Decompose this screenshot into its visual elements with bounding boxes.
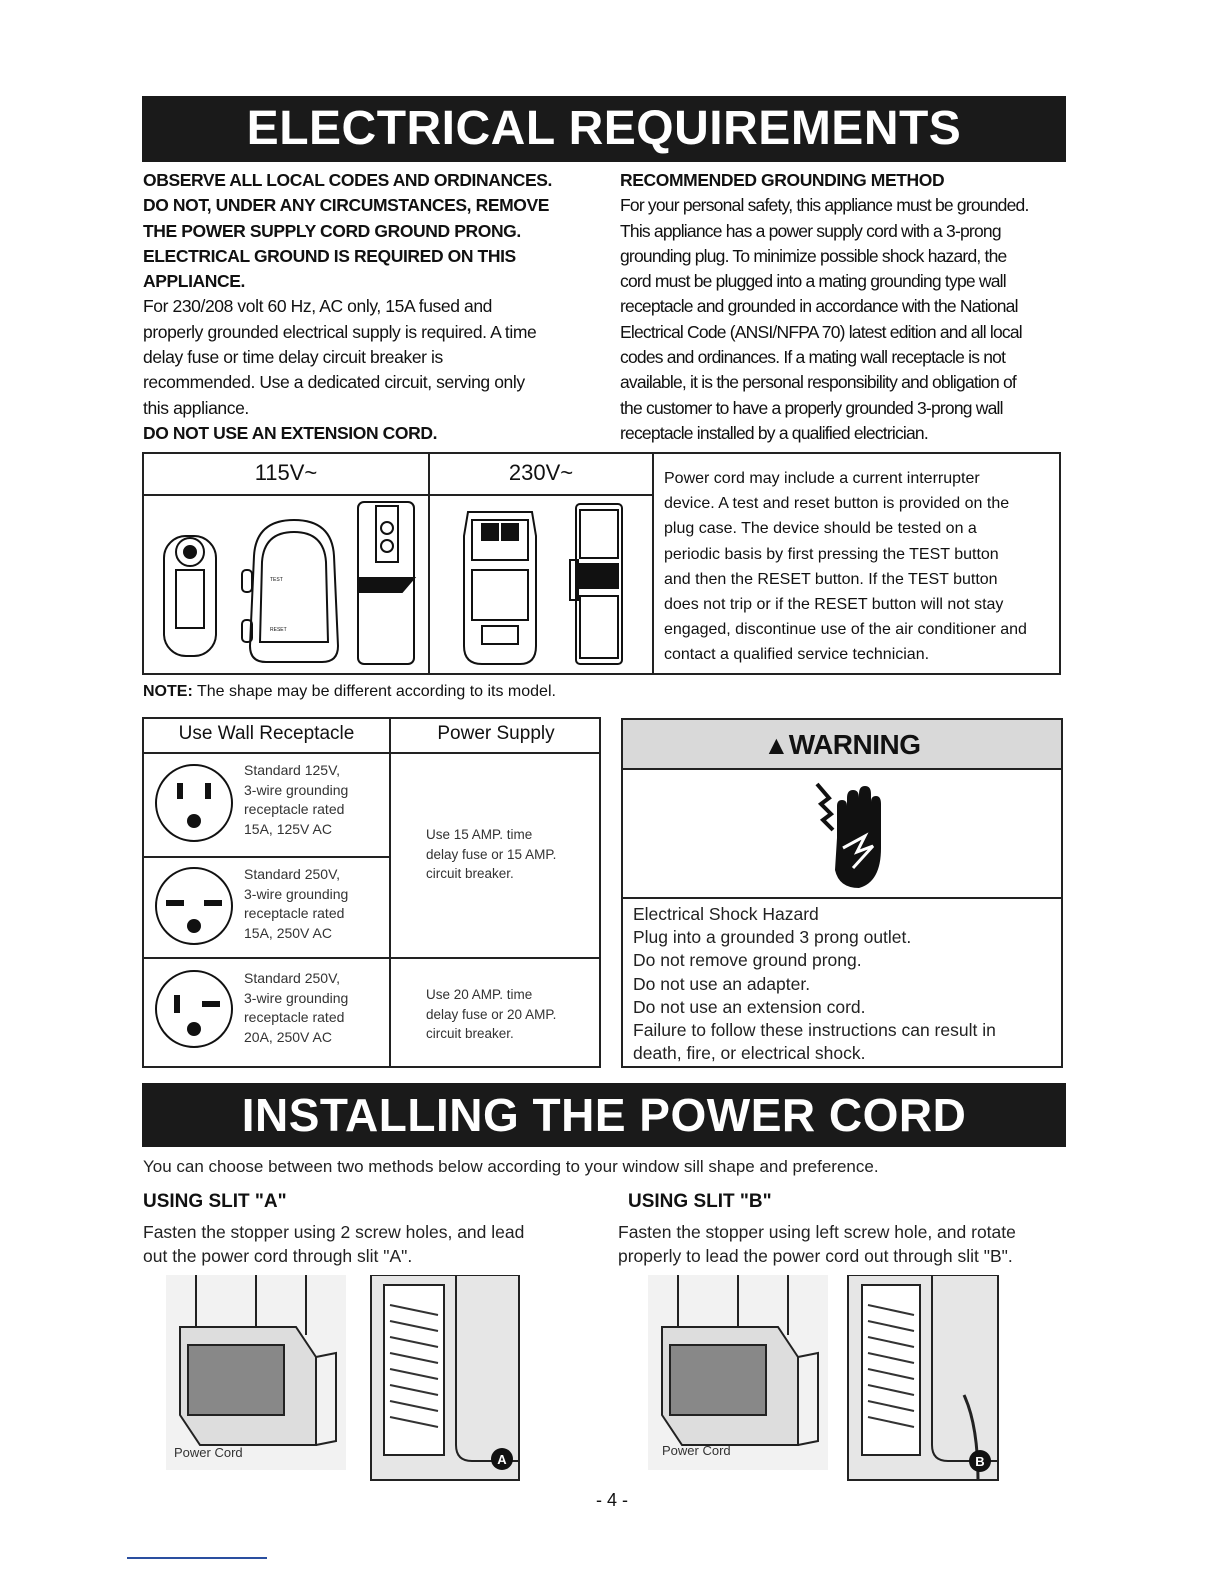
receptacle-desc-250v-20a — [244, 969, 348, 1047]
body-line: grounding plug. To minimize possible shock hazard, the — [620, 245, 1007, 266]
plug-line: engaged, discontinue use of the air conditioner and — [664, 621, 1027, 639]
slit-b-title: USING SLIT "B" — [628, 1191, 772, 1212]
desc-line: 15A, 250V AC — [244, 924, 332, 941]
voltage-230: 230V~ — [508, 460, 574, 485]
electrical-left-column — [143, 168, 603, 446]
body-line: Electrical Code (ANSI/NFPA 70) latest edition and all local — [620, 321, 1022, 342]
plug-line: contact a qualified service technician. — [664, 646, 930, 664]
body-line: delay fuse or time delay circuit breaker is — [143, 347, 443, 368]
desc-line: receptacle rated — [244, 801, 345, 817]
body-line: For your personal safety, this appliance must be grounded. — [620, 195, 1029, 216]
body-line: For 230/208 volt 60 Hz, AC only, 15A fused and — [143, 296, 493, 317]
install-intro: You can choose between two methods below according to your window sill shape and preference. — [143, 1157, 879, 1176]
power-line: delay fuse or 20 AMP. — [426, 1006, 557, 1022]
warning-triangle-icon: ▲ — [763, 730, 789, 760]
desc-line: receptacle rated — [244, 905, 345, 921]
outlet-250v-20a-icon — [152, 967, 236, 1051]
body-line: recommended. Use a dedicated circuit, serving only — [143, 372, 525, 393]
warning-line: death, fire, or electrical shock. — [633, 1043, 866, 1064]
body-line: the customer to have a properly grounded 3-prong wall — [620, 397, 1003, 418]
section-title-electrical: ELECTRICAL REQUIREMENTS — [142, 96, 1066, 162]
warning-box — [621, 718, 1063, 1068]
header-power-supply: Power Supply — [437, 723, 555, 744]
power-cord-label-b: Power Cord — [662, 1443, 731, 1458]
desc-line: Fasten the stopper using 2 screw holes, and lead — [143, 1222, 525, 1242]
bold-line: OBSERVE ALL LOCAL CODES AND ORDINANCES. — [143, 170, 552, 190]
body-line: receptacle and grounded in accordance with the National — [620, 296, 1018, 317]
plug-test-label: TEST — [270, 577, 283, 583]
grounding-method-column — [620, 168, 1068, 446]
header-wall-receptacle: Use Wall Receptacle — [178, 723, 355, 744]
desc-line: properly to lead the power cord out through slit "B". — [618, 1245, 1013, 1266]
bold-line: APPLIANCE. — [143, 271, 245, 292]
desc-line: receptacle rated — [244, 1009, 345, 1025]
bold-line: DO NOT, UNDER ANY CIRCUMSTANCES, REMOVE — [143, 195, 550, 216]
outlet-125v-icon — [152, 761, 236, 845]
voltage-115: 115V~ — [254, 460, 318, 485]
desc-line: 3-wire grounding — [244, 781, 349, 798]
plug-line: Power cord may include a current interrupter — [664, 470, 980, 487]
plug-reset-label: RESET — [270, 627, 287, 633]
plug-line: and then the RESET button. If the TEST button — [664, 570, 998, 588]
note-text: The shape may be different according to its model. — [192, 683, 556, 700]
footer-rule — [127, 1557, 267, 1559]
desc-line: Standard 250V, — [244, 866, 341, 882]
power-line: circuit breaker. — [426, 866, 514, 881]
desc-line: 3-wire grounding — [244, 885, 349, 902]
power-cord-label-a: Power Cord — [174, 1445, 243, 1460]
warning-line: Do not use an extension cord. — [633, 996, 866, 1017]
body-line: properly grounded electrical supply is required. A time — [143, 321, 537, 342]
plug-diagram-box — [142, 452, 1061, 675]
plug-115v-illustration — [146, 496, 428, 674]
electric-shock-hand-icon — [813, 778, 893, 892]
slit-a-description — [143, 1221, 524, 1268]
marker-b-label: B — [975, 1454, 985, 1469]
plug-line: does not trip or if the RESET button will not stay — [664, 596, 1004, 614]
body-line: This appliance has a power supply cord with a 3-prong — [620, 220, 1001, 241]
slit-b-description — [618, 1221, 1016, 1268]
page-number: - 4 - — [595, 1490, 628, 1510]
receptacle-desc-125v — [244, 761, 348, 839]
warning-header — [623, 720, 1061, 770]
slit-b-illustration — [648, 1275, 1008, 1485]
desc-line: out the power cord through slit "A". — [143, 1245, 413, 1266]
plug-line: periodic basis by first pressing the TEST button — [664, 545, 999, 563]
power-line: delay fuse or 15 AMP. — [426, 846, 557, 862]
note-label: NOTE: — [143, 683, 193, 700]
plug-230v-illustration — [430, 496, 652, 674]
desc-line: 20A, 250V AC — [244, 1028, 332, 1045]
desc-line: 15A, 125V AC — [244, 820, 332, 837]
marker-a-label: A — [497, 1452, 507, 1467]
warning-line: Do not use an adapter. — [633, 973, 811, 994]
power-supply-20amp — [426, 985, 556, 1044]
desc-line: 3-wire grounding — [244, 989, 349, 1006]
desc-line: Standard 250V, — [244, 970, 341, 986]
bold-line: ELECTRICAL GROUND IS REQUIRED ON THIS — [143, 245, 516, 266]
slit-a-title: USING SLIT "A" — [143, 1191, 287, 1212]
section-title-install: INSTALLING THE POWER CORD — [142, 1083, 1066, 1147]
power-line: Use 20 AMP. time — [426, 987, 533, 1002]
plug-line: plug case. The device should be tested on a — [664, 520, 977, 538]
warning-text — [633, 903, 996, 1065]
body-line: this appliance. — [143, 397, 249, 418]
power-line: circuit breaker. — [426, 1026, 514, 1041]
warning-line: Do not remove ground prong. — [633, 950, 862, 971]
outlet-250v-15a-icon — [152, 864, 236, 948]
warning-title: WARNING — [788, 729, 921, 760]
plug-description — [664, 466, 1056, 668]
grounding-title: RECOMMENDED GROUNDING METHOD — [620, 170, 945, 190]
receptacle-table — [142, 717, 601, 1068]
slit-a-illustration — [166, 1275, 526, 1485]
warning-line: Electrical Shock Hazard — [633, 904, 819, 924]
shape-note — [143, 683, 556, 701]
desc-line: Fasten the stopper using left screw hole, and rotate — [618, 1222, 1016, 1242]
body-line: receptacle installed by a qualified electrician. — [620, 422, 928, 443]
bold-line: THE POWER SUPPLY CORD GROUND PRONG. — [143, 220, 521, 241]
power-line: Use 15 AMP. time — [426, 827, 533, 842]
extension-cord-warning: DO NOT USE AN EXTENSION CORD. — [143, 422, 438, 443]
body-line: available, it is the personal responsibility and obligation of — [620, 372, 1016, 393]
power-supply-15amp — [426, 825, 556, 884]
plug-line: device. A test and reset button is provided on the — [664, 495, 1010, 513]
receptacle-desc-250v-15a — [244, 865, 348, 943]
desc-line: Standard 125V, — [244, 762, 341, 778]
body-line: codes and ordinances. If a mating wall receptacle is not — [620, 347, 1006, 368]
warning-line: Failure to follow these instructions can result in — [633, 1020, 996, 1041]
body-line: cord must be plugged into a mating grounding type wall — [620, 271, 1006, 292]
warning-line: Plug into a grounded 3 prong outlet. — [633, 927, 912, 948]
